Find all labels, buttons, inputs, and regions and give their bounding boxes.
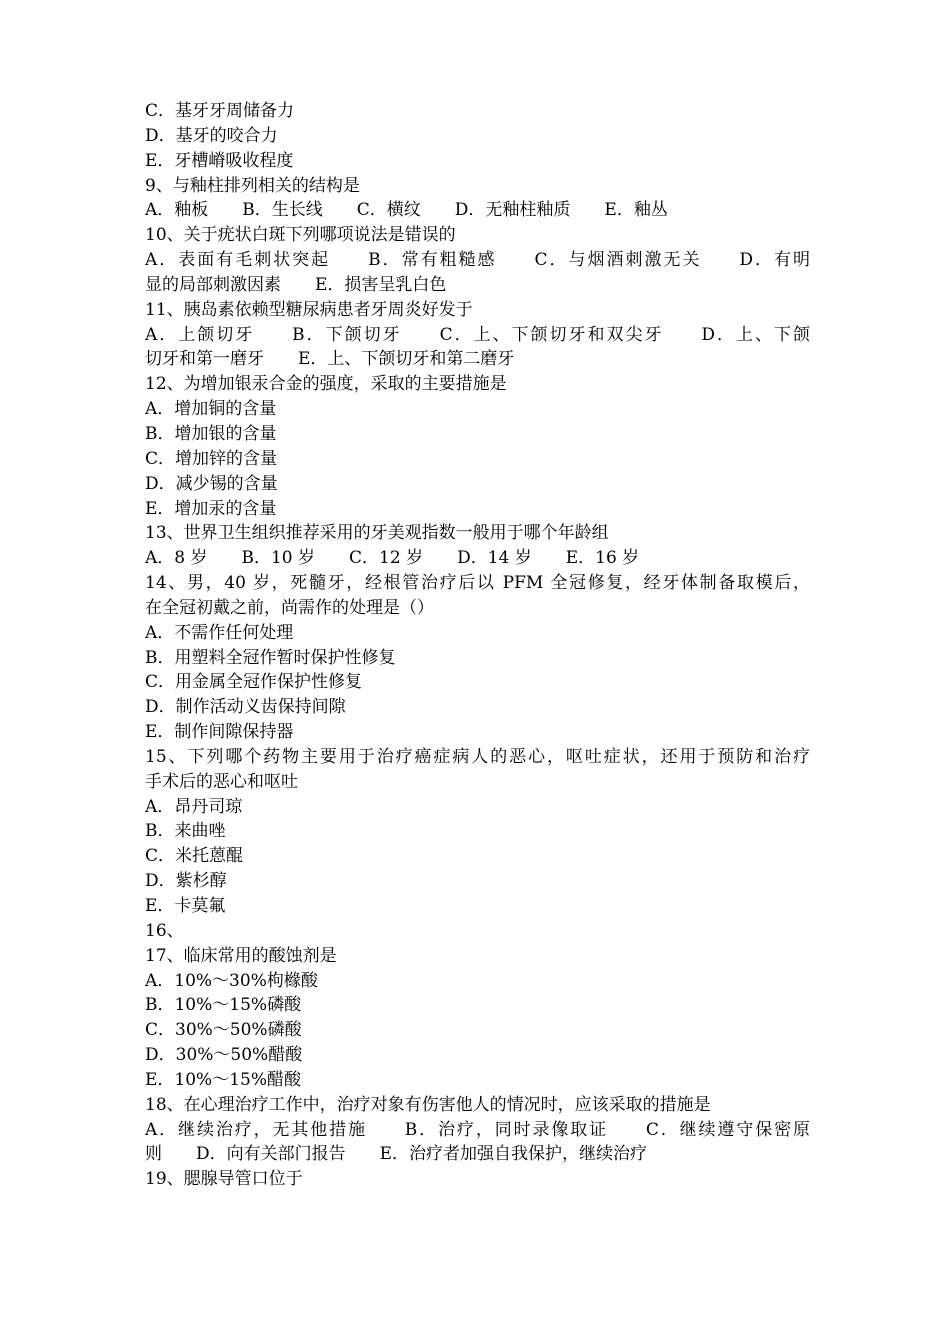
options-inline-continued: 显的局部刺激因素 E．损害呈乳白色 [145, 274, 447, 295]
option-line: C．用金属全冠作保护性修复 [145, 672, 363, 693]
question-line: 10、关于疣状白斑下列哪项说法是错误的 [145, 225, 456, 246]
question-line: 19、腮腺导管口位于 [145, 1169, 303, 1190]
option-line: A．昂丹司琼 [145, 796, 243, 817]
option-line: D．基牙的咬合力 [145, 125, 278, 146]
option-line: E．10%～15%醋酸 [145, 1069, 301, 1090]
options-inline: A．表面有毛刺状突起 B．常有粗糙感 C．与烟酒刺激无关 D．有明 [145, 250, 810, 271]
option-line: E．牙槽嵴吸收程度 [145, 150, 294, 171]
option-line: C．增加锌的含量 [145, 448, 278, 469]
question-line: 13、世界卫生组织推荐采用的牙美观指数一般用于哪个年龄组 [145, 523, 609, 544]
options-inline: A．8 岁 B．10 岁 C．12 岁 D．14 岁 E．16 岁 [145, 548, 640, 569]
option-line: B．来曲唑 [145, 821, 226, 842]
question-line: 18、在心理治疗工作中，治疗对象有伤害他人的情况时，应该采取的措施是 [145, 1094, 711, 1115]
question-line: 17、临床常用的酸蚀剂是 [145, 945, 337, 966]
options-inline-continued: 则 D．向有关部门报告 E．治疗者加强自我保护，继续治疗 [145, 1144, 648, 1165]
option-line: C．基牙牙周储备力 [145, 101, 295, 121]
options-inline: A．上颌切牙 B．下颌切牙 C．上、下颌切牙和双尖牙 D．上、下颌 [145, 324, 810, 345]
option-line: B．用塑料全冠作暂时保护性修复 [145, 647, 396, 668]
option-line: E．增加汞的含量 [145, 498, 277, 519]
option-line: D．制作活动义齿保持间隙 [145, 697, 346, 718]
option-line: B．10%～15%磷酸 [145, 995, 302, 1016]
option-line: C．米托蒽醌 [145, 846, 244, 867]
question-line: 14、男，40 岁，死髓牙，经根管治疗后以 PFM 全冠修复，经牙体制备取模后， [145, 573, 810, 594]
question-line: 12、为增加银汞合金的强度，采取的主要措施是 [145, 374, 507, 395]
question-line: 9、与釉柱排列相关的结构是 [145, 175, 360, 196]
option-line: A．不需作任何处理 [145, 622, 294, 643]
document-body [145, 99, 810, 1192]
option-line: D．30%～50%醋酸 [145, 1045, 303, 1066]
question-line-continued: 手术后的恶心和呕吐 [145, 771, 298, 792]
option-line: D．减少锡的含量 [145, 473, 278, 494]
option-line: A．增加铜的含量 [145, 399, 277, 420]
question-line: 16、 [145, 920, 184, 941]
question-line: 15、下列哪个药物主要用于治疗癌症病人的恶心，呕吐症状，还用于预防和治疗 [145, 746, 810, 767]
option-line: B．增加银的含量 [145, 423, 277, 444]
option-line: E．制作间隙保持器 [145, 722, 294, 743]
question-line-continued: 在全冠初戴之前，尚需作的处理是（） [145, 597, 434, 618]
question-line: 11、胰岛素依赖型糖尿病患者牙周炎好发于 [145, 299, 473, 320]
option-line: A．10%～30%枸橼酸 [145, 970, 318, 991]
options-inline-continued: 切牙和第一磨牙 E．上、下颌切牙和第二磨牙 [145, 349, 515, 370]
options-inline: A．釉板 B．生长线 C．横纹 D．无釉柱釉质 E．釉丛 [145, 200, 668, 221]
option-line: E．卡莫氟 [145, 896, 226, 916]
option-line: C．30%～50%磷酸 [145, 1020, 302, 1041]
options-inline: A．继续治疗，无其他措施 B．治疗，同时录像取证 C．继续遵守保密原 [145, 1119, 810, 1140]
option-line: D．紫杉醇 [145, 871, 227, 892]
